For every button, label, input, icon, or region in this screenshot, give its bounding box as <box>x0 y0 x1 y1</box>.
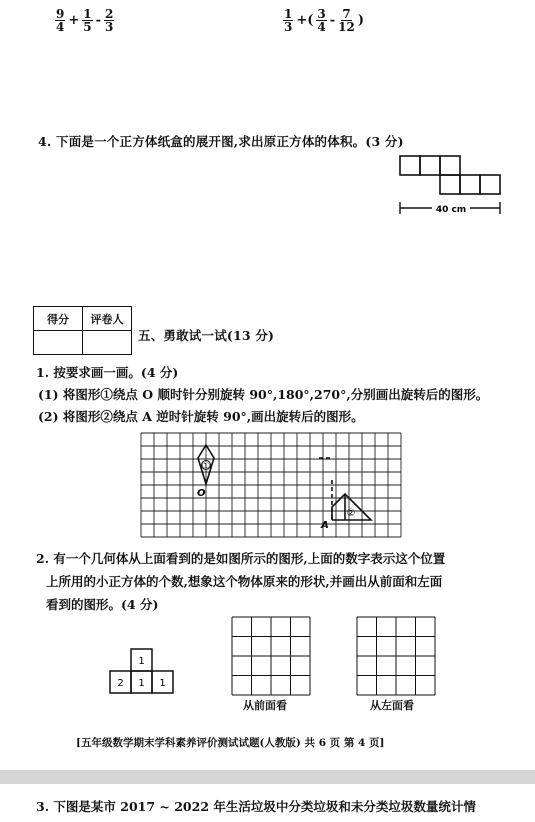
problem-2-line-2: 上所用的小正方体的个数,想象这个物体原来的形状,并画出从前面和左面 <box>46 574 443 589</box>
fraction: $\frac{2}{3}$ <box>105 7 114 34</box>
grader-cell[interactable] <box>83 331 132 355</box>
page-separator <box>0 770 535 784</box>
top-view-figure <box>100 644 190 704</box>
cube-net-figure <box>390 150 530 220</box>
left-view-label: 从左面看 <box>370 699 414 712</box>
question-4-text: 4. 下面是一个正方体纸盒的展开图,求出原正方体的体积。(3 分) <box>38 134 404 149</box>
net-square <box>440 175 460 194</box>
problem-1-line-1: (1) 将图形①绕点 O 顺时针分别旋转 90°,180°,270°,分别画出旋转后的图形。 <box>38 387 489 402</box>
fraction: $\frac{7}{12}$ <box>338 7 355 34</box>
operator: - <box>329 13 336 28</box>
left-view-grid[interactable] <box>355 615 439 699</box>
net-square <box>400 156 420 175</box>
problem-2-line-3: 看到的图形。(4 分) <box>46 597 159 612</box>
net-square <box>460 175 480 194</box>
problem-1-title: 1. 按要求画一画。(4 分) <box>36 365 179 380</box>
dimension-label: 40 cm <box>435 205 467 215</box>
rotation-grid[interactable] <box>137 432 407 538</box>
figure-2-label: ② <box>346 508 356 519</box>
problem-1-line-2: (2) 将图形②绕点 A 逆时针旋转 90°,画出旋转后的图形。 <box>38 409 364 424</box>
problem-3-line: 3. 下图是某市 2017 ~ 2022 年生活垃圾中分类垃圾和未分类垃圾数量统计情 <box>36 799 476 814</box>
operator: - <box>95 13 102 28</box>
score-table <box>33 306 132 355</box>
score-cell[interactable] <box>34 331 83 355</box>
net-square <box>420 156 440 175</box>
top-view-number: 1 <box>138 678 145 689</box>
figure-1-label: ① <box>201 461 211 472</box>
fraction: $\frac{3}{4}$ <box>317 7 326 34</box>
front-view-label: 从前面看 <box>243 699 287 712</box>
grader-header: 评卷人 <box>83 307 132 331</box>
operator: +( <box>296 13 314 28</box>
fraction: $\frac{9}{4}$ <box>56 7 65 34</box>
net-square <box>480 175 500 194</box>
top-view-number: 2 <box>117 678 124 689</box>
fraction: $\frac{1}{5}$ <box>83 7 92 34</box>
expression-1 <box>54 8 115 33</box>
operator: ) <box>357 13 365 28</box>
page-footer: [五年级数学期末学科素养评价测试试题(人教版) 共 6 页 第 4 页] <box>76 737 385 749</box>
point-a-label: A <box>321 520 329 531</box>
problem-2-line-1: 2. 有一个几何体从上面看到的是如图所示的图形,上面的数字表示这个位置 <box>36 551 446 566</box>
top-view-number: 1 <box>159 678 166 689</box>
expression-2 <box>282 8 366 33</box>
section-5-title: 五、勇敢试一试(13 分) <box>138 328 275 343</box>
point-o-label: O <box>197 488 206 499</box>
net-square <box>440 156 460 175</box>
top-view-number: 1 <box>138 656 145 667</box>
score-header: 得分 <box>34 307 83 331</box>
fraction: $\frac{1}{3}$ <box>284 7 293 34</box>
front-view-grid[interactable] <box>230 615 314 699</box>
operator: + <box>68 13 80 28</box>
